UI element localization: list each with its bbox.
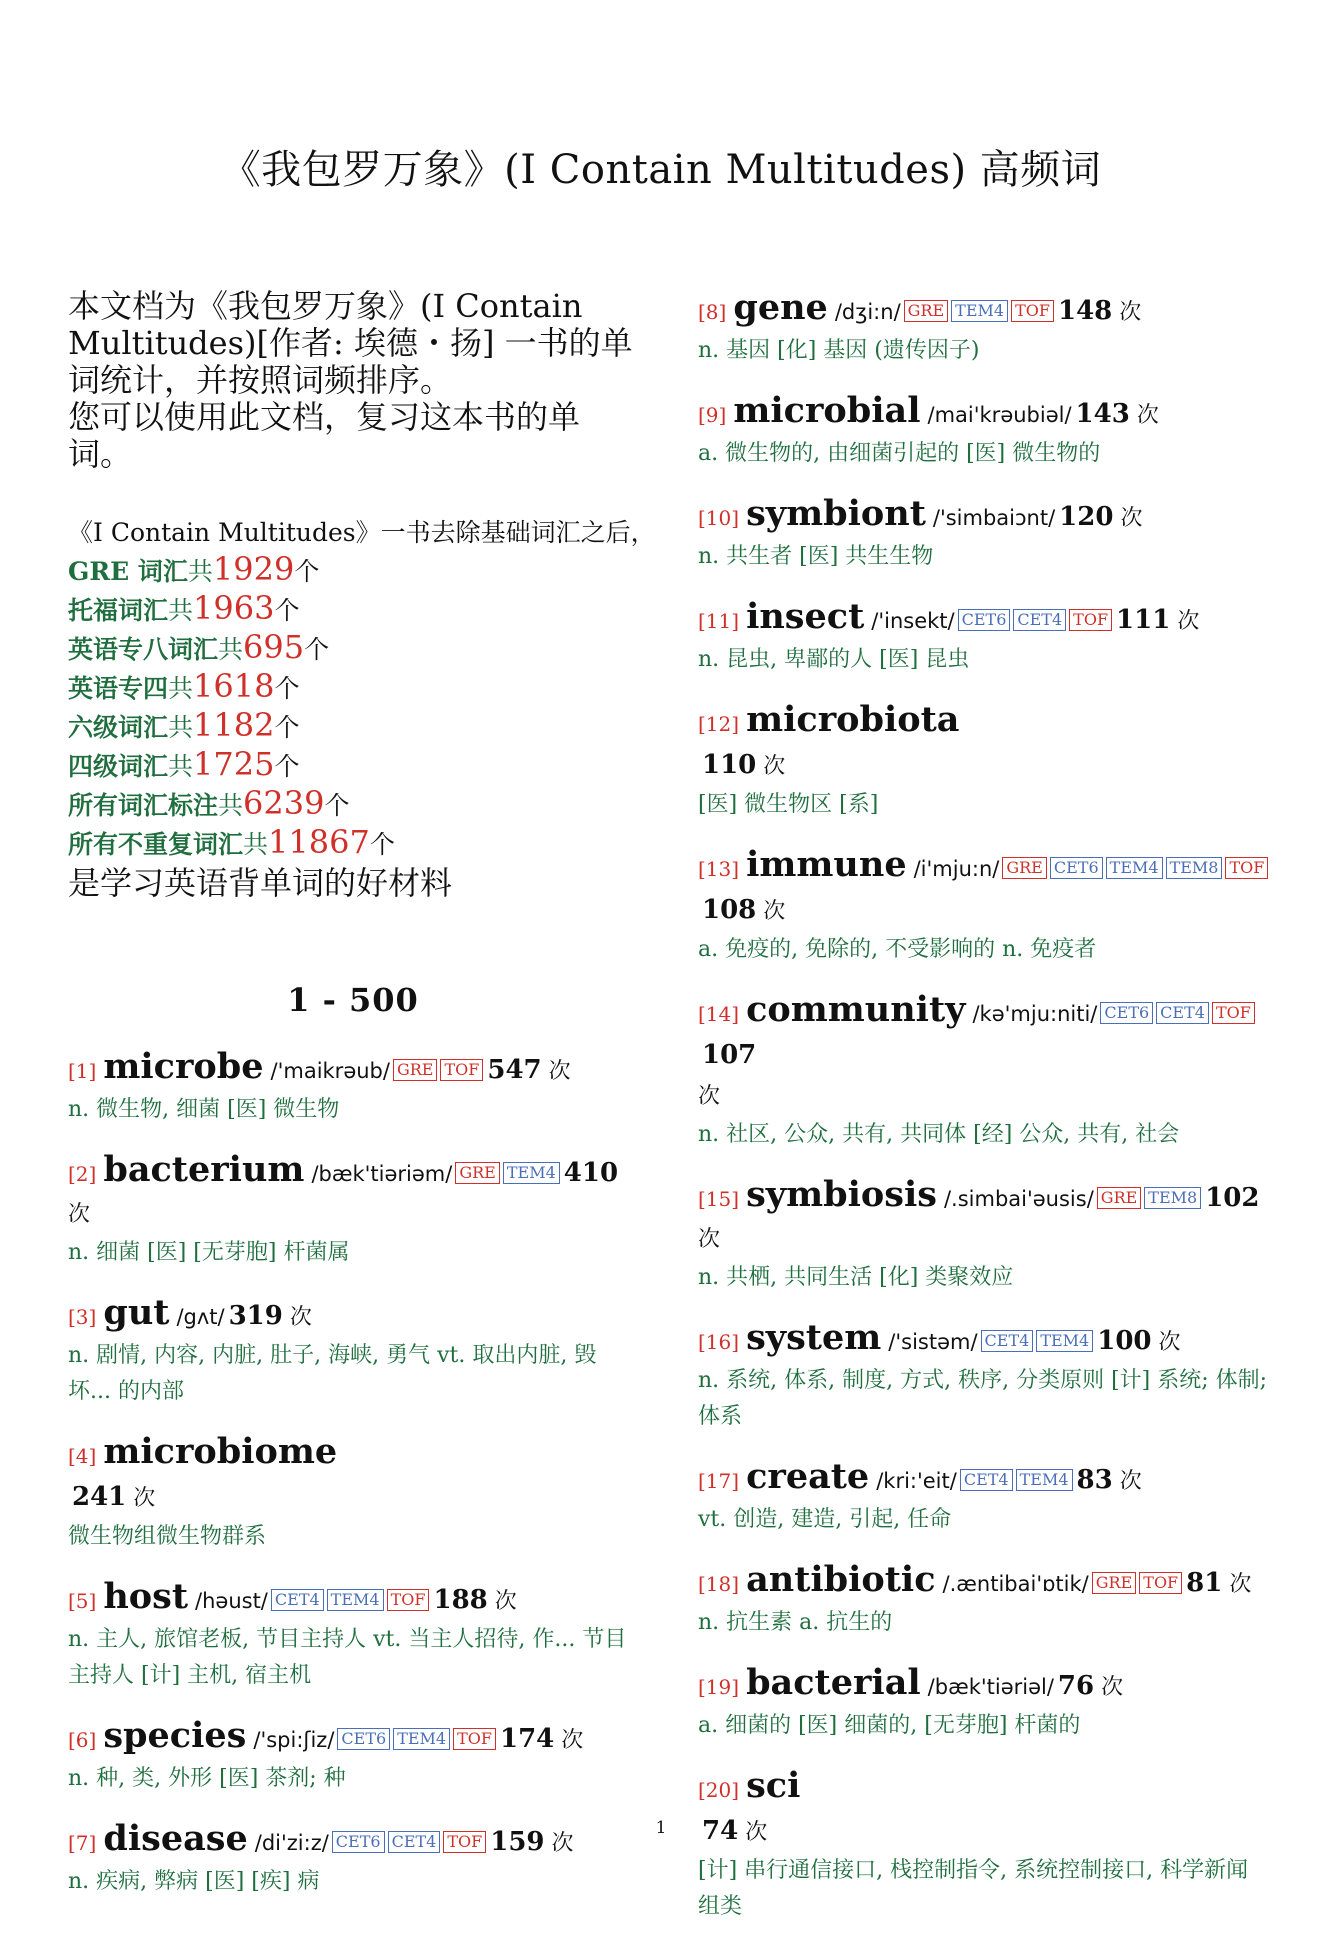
- word-entry: [698, 597, 1270, 678]
- stat-mid: 共: [243, 830, 269, 859]
- word-entry: [68, 1716, 638, 1797]
- entry-head: [698, 391, 1270, 436]
- entry-index: [12]: [698, 712, 740, 736]
- entry-definition: n. 共栖, 共同生活 [化] 类聚效应: [698, 1265, 1014, 1290]
- word-entry: [698, 1766, 1270, 1925]
- entry-head: [698, 845, 1270, 890]
- entry-head: [68, 1577, 638, 1622]
- entry-index: [15]: [698, 1187, 740, 1211]
- exam-tag: CET6: [337, 1728, 390, 1750]
- exam-tag: CET6: [1050, 857, 1103, 879]
- exam-tag: CET4: [388, 1831, 441, 1853]
- entry-head: [68, 1150, 638, 1235]
- entry-count: 111: [1116, 605, 1171, 635]
- entry-count-unit: 次: [1177, 609, 1200, 634]
- entry-count: 102: [1205, 1183, 1260, 1213]
- word-entry: [68, 1150, 638, 1271]
- word-list-right: [698, 288, 1270, 1925]
- intro-line: Multitudes)[作者: 埃德・扬] 一书的单: [68, 324, 633, 362]
- exam-tag: TOF: [453, 1728, 496, 1750]
- entry-count: 74: [702, 1816, 739, 1846]
- stat-label: 六级词汇: [68, 713, 169, 742]
- entry-index: [6]: [68, 1728, 97, 1752]
- entry-index: [11]: [698, 609, 740, 633]
- entry-word: system: [746, 1317, 882, 1358]
- entry-count-unit: 次: [1120, 506, 1143, 531]
- entry-definition: n. 细菌 [医] [无芽胞] 杆菌属: [68, 1240, 350, 1265]
- entry-count-line: [698, 745, 1270, 787]
- exam-tag: TEM4: [1016, 1469, 1073, 1491]
- entry-word: antibiotic: [746, 1559, 936, 1600]
- exam-tag: TEM4: [503, 1162, 560, 1184]
- stat-row: [68, 590, 638, 629]
- stat-label: 四级词汇: [68, 752, 169, 781]
- stat-unit: 个: [304, 635, 330, 664]
- intro-line: 您可以使用此文档，复习这本书的单: [68, 398, 581, 436]
- entry-head: [698, 990, 1270, 1077]
- word-entry: [698, 990, 1270, 1153]
- stat-count: 6239: [243, 784, 325, 822]
- entry-phonetic: /mai'krəubiəl/: [927, 403, 1072, 427]
- exam-tag: TOF: [1225, 857, 1268, 879]
- exam-tag: GRE: [1097, 1187, 1142, 1209]
- stat-count: 1929: [212, 550, 295, 588]
- vocabulary-stats: [68, 515, 656, 902]
- entry-count-line: [698, 890, 1270, 932]
- entry-phonetic: /kə'mju:niti/: [972, 1002, 1098, 1026]
- entry-index: [10]: [698, 506, 740, 530]
- entry-count: 120: [1059, 502, 1114, 532]
- entry-phonetic: /həust/: [195, 1589, 268, 1613]
- entry-definition: n. 共生者 [医] 共生生物: [698, 544, 934, 569]
- word-entry: [698, 1560, 1270, 1641]
- entry-count: 241: [72, 1482, 127, 1512]
- entry-count: 148: [1057, 296, 1113, 326]
- stat-count: 1725: [193, 745, 275, 783]
- entry-count: 108: [702, 895, 757, 925]
- entry-word: symbiont: [746, 493, 926, 534]
- intro-line: 词统计，并按照词频排序。: [68, 361, 453, 399]
- entry-index: [13]: [698, 857, 740, 881]
- entry-head: [68, 1432, 638, 1477]
- entry-word: community: [746, 989, 966, 1030]
- entry-phonetic: /'sistəm/: [888, 1330, 978, 1354]
- stat-mid: 共: [187, 557, 213, 586]
- entry-word: insect: [746, 596, 865, 637]
- entry-count: 76: [1057, 1671, 1095, 1701]
- entry-word: gene: [733, 287, 828, 328]
- entry-word: species: [103, 1715, 247, 1756]
- stat-mid: 共: [168, 752, 194, 781]
- exam-tag: TEM4: [951, 300, 1008, 322]
- entry-count: 174: [500, 1724, 555, 1754]
- exam-tag: TEM4: [393, 1728, 450, 1750]
- stat-label: 托福词汇: [68, 596, 169, 625]
- exam-tag: TEM4: [1036, 1330, 1093, 1352]
- entry-word: microbiome: [103, 1431, 338, 1472]
- entry-index: [19]: [698, 1675, 740, 1699]
- entry-definition: a. 免疫的, 免除的, 不受影响的 n. 免疫者: [698, 937, 1097, 962]
- entry-index: [9]: [698, 403, 727, 427]
- entry-definition: [医] 微生物区 [系]: [698, 792, 879, 817]
- entry-definition: n. 微生物, 细菌 [医] 微生物: [68, 1097, 340, 1122]
- entry-index: [8]: [698, 300, 727, 324]
- entry-head: [698, 700, 1270, 745]
- exam-tag: CET4: [960, 1469, 1013, 1491]
- exam-tag: CET4: [271, 1589, 324, 1611]
- entry-count: 159: [490, 1827, 545, 1857]
- entry-definition: n. 主人, 旅馆老板, 节目主持人 vt. 当主人招待, 作... 节目主持人 [计] 主机, 宿主机: [68, 1627, 627, 1688]
- exam-tag: TOF: [1069, 609, 1112, 631]
- entry-phonetic: /bæk'tiəriəm/: [311, 1162, 453, 1186]
- entry-phonetic: /bæk'tiəriəl/: [927, 1675, 1054, 1699]
- entry-count-line: [698, 1077, 1270, 1117]
- entry-count: 319: [228, 1301, 283, 1331]
- entry-count-line: [68, 1477, 638, 1519]
- stat-unit: 个: [274, 674, 300, 703]
- entry-count: 188: [433, 1585, 488, 1615]
- entry-index: [16]: [698, 1330, 740, 1354]
- stat-label: GRE 词汇: [68, 557, 188, 586]
- word-entry: [698, 1318, 1270, 1435]
- entry-index: [7]: [68, 1831, 97, 1855]
- page-number: 1: [655, 1818, 667, 1838]
- entry-word: sci: [746, 1765, 801, 1806]
- entry-count: 110: [702, 750, 757, 780]
- entry-index: [17]: [698, 1469, 740, 1493]
- entry-count: 100: [1097, 1326, 1152, 1356]
- entry-count: 81: [1186, 1568, 1223, 1598]
- intro-paragraph: [68, 288, 638, 473]
- entry-count-unit: 次: [745, 1820, 768, 1845]
- entry-phonetic: /'maikrəub/: [270, 1059, 390, 1083]
- word-entry: [698, 1663, 1270, 1744]
- entry-definition: n. 社区, 公众, 共有, 共同体 [经] 公众, 共有, 社会: [698, 1122, 1180, 1147]
- entry-count-unit: 次: [68, 1202, 91, 1227]
- entry-count: 547: [487, 1055, 542, 1085]
- entry-definition: n. 疾病, 弊病 [医] [疾] 病: [68, 1869, 320, 1894]
- entry-definition: 微生物组微生物群系: [68, 1524, 267, 1549]
- stats-outro: 是学习英语背单词的好材料: [68, 864, 453, 902]
- entry-head: [68, 1293, 638, 1338]
- entry-word: bacterial: [746, 1662, 921, 1703]
- entry-word: create: [746, 1456, 870, 1497]
- exam-tag: CET4: [1013, 609, 1066, 631]
- word-entry: [698, 494, 1270, 575]
- stat-mid: 共: [168, 674, 194, 703]
- exam-tag: CET6: [958, 609, 1011, 631]
- exam-tag: TEM8: [1144, 1187, 1201, 1209]
- stat-count: 1963: [193, 589, 275, 627]
- entry-definition: a. 细菌的 [医] 细菌的, [无芽胞] 杆菌的: [698, 1713, 1081, 1738]
- stat-count: 11867: [268, 823, 370, 861]
- document-title: 《我包罗万象》(I Contain Multitudes) 高频词: [220, 147, 1102, 193]
- stat-mid: 共: [218, 635, 244, 664]
- entry-head: [698, 1457, 1270, 1502]
- exam-tag: TEM4: [1106, 857, 1163, 879]
- entry-word: bacterium: [103, 1149, 305, 1190]
- stat-mid: 共: [168, 596, 194, 625]
- entry-count-unit: 次: [1229, 1572, 1252, 1597]
- entry-index: [20]: [698, 1778, 740, 1802]
- entry-count-unit: 次: [551, 1831, 574, 1856]
- stat-count: 1618: [193, 667, 275, 705]
- stat-unit: 个: [274, 596, 300, 625]
- word-list-left: [68, 1047, 638, 1900]
- exam-tag: TOF: [387, 1589, 430, 1611]
- entry-count-unit: 次: [133, 1486, 156, 1511]
- entry-count: 143: [1075, 399, 1130, 429]
- entry-phonetic: /'insekt/: [871, 609, 955, 633]
- stat-label: 所有词汇标注: [68, 791, 219, 820]
- word-entry: [68, 1432, 638, 1555]
- stat-row: [68, 668, 638, 707]
- entry-head: [68, 1047, 638, 1092]
- entry-head: [698, 1175, 1270, 1260]
- entry-word: microbiota: [746, 699, 960, 740]
- entry-phonetic: /.simbai'əusis/: [943, 1187, 1094, 1211]
- word-entry: [68, 1047, 638, 1128]
- entry-count-unit: 次: [698, 1084, 721, 1109]
- stats-list: [68, 551, 638, 863]
- entry-head: [698, 1560, 1270, 1605]
- exam-tag: TOF: [443, 1831, 486, 1853]
- entry-phonetic: /di'zi:z/: [254, 1831, 329, 1855]
- entry-phonetic: /gʌt/: [176, 1305, 225, 1329]
- word-entry: [68, 1577, 638, 1694]
- left-column: [68, 287, 656, 1922]
- word-entry: [698, 288, 1270, 369]
- exam-tag: CET6: [332, 1831, 385, 1853]
- stats-lead: 《I Contain Multitudes》一书去除基础词汇之后，: [68, 518, 656, 547]
- entry-index: [1]: [68, 1059, 97, 1083]
- entry-phonetic: /dʒi:n/: [834, 300, 901, 324]
- entry-head: [698, 494, 1270, 539]
- entry-count-unit: 次: [1158, 1330, 1181, 1355]
- stat-row: [68, 551, 638, 590]
- entry-phonetic: /.æntibai'ɒtik/: [942, 1572, 1089, 1596]
- entry-count-unit: 次: [1119, 1469, 1142, 1494]
- word-entry: [698, 700, 1270, 823]
- entry-phonetic: /'spi:ʃiz/: [253, 1728, 335, 1752]
- entry-count-unit: 次: [1101, 1675, 1124, 1700]
- entry-definition: n. 种, 类, 外形 [医] 茶剂; 种: [68, 1766, 346, 1791]
- word-entry: [698, 391, 1270, 472]
- entry-count: 410: [563, 1158, 619, 1188]
- entry-phonetic: /kri:'eit/: [876, 1469, 957, 1493]
- range-heading: 1 - 500: [287, 981, 419, 1019]
- entry-definition: n. 昆虫, 卑鄙的人 [医] 昆虫: [698, 647, 970, 672]
- stat-label: 所有不重复词汇: [68, 830, 244, 859]
- entry-index: [3]: [68, 1305, 97, 1329]
- entry-head: [68, 1716, 638, 1761]
- stat-row: [68, 824, 638, 863]
- exam-tag: GRE: [904, 300, 949, 322]
- entry-index: [14]: [698, 1002, 740, 1026]
- word-entry: [698, 1175, 1270, 1296]
- exam-tag: TOF: [440, 1059, 483, 1081]
- entry-word: symbiosis: [746, 1174, 937, 1215]
- entry-index: [2]: [68, 1162, 97, 1186]
- entry-word: disease: [103, 1818, 248, 1859]
- entry-phonetic: /'simbaiɔnt/: [932, 506, 1056, 530]
- exam-tag: TOF: [1139, 1572, 1182, 1594]
- entry-definition: n. 系统, 体系, 制度, 方式, 秩序, 分类原则 [计] 系统; 体制; 体系: [698, 1368, 1268, 1429]
- entry-word: host: [103, 1576, 189, 1617]
- entry-count: 83: [1076, 1465, 1113, 1495]
- entry-count-unit: 次: [1136, 403, 1159, 428]
- right-column: [698, 288, 1270, 1947]
- entry-index: [5]: [68, 1589, 97, 1613]
- entry-count-unit: 次: [1119, 300, 1142, 325]
- exam-tag: GRE: [1092, 1572, 1137, 1594]
- entry-word: gut: [103, 1292, 170, 1333]
- stat-row: [68, 785, 638, 824]
- exam-tag: CET4: [981, 1330, 1034, 1352]
- stat-unit: 个: [369, 830, 395, 859]
- entry-word: immune: [746, 844, 907, 885]
- entry-count-unit: 次: [289, 1305, 312, 1330]
- word-entry: [698, 845, 1270, 968]
- entry-definition: [计] 串行通信接口, 栈控制指令, 系统控制接口, 科学新闻组类: [698, 1858, 1249, 1919]
- entry-count-unit: 次: [548, 1059, 571, 1084]
- entry-count-unit: 次: [763, 899, 786, 924]
- stat-count: 1182: [193, 706, 275, 744]
- entry-word: microbe: [103, 1046, 264, 1087]
- exam-tag: CET4: [1156, 1002, 1209, 1024]
- entry-definition: n. 剧情, 内容, 内脏, 肚子, 海峡, 勇气 vt. 取出内脏, 毁坏... 的内部: [68, 1343, 597, 1404]
- exam-tag: GRE: [1002, 857, 1047, 879]
- entry-count-unit: 次: [561, 1728, 584, 1753]
- intro-line: 本文档为《我包罗万象》(I Contain: [68, 287, 583, 325]
- entry-count-unit: 次: [698, 1227, 721, 1252]
- entry-head: [698, 1318, 1270, 1363]
- stat-count: 695: [243, 628, 305, 666]
- stat-unit: 个: [274, 752, 300, 781]
- word-entry: [68, 1293, 638, 1410]
- exam-tag: GRE: [393, 1059, 438, 1081]
- word-entry: [698, 1457, 1270, 1538]
- stat-row: [68, 629, 638, 668]
- stat-label: 英语专四: [68, 674, 169, 703]
- exam-tag: TEM4: [327, 1589, 384, 1611]
- intro-line: 词。: [68, 435, 133, 473]
- exam-tag: GRE: [455, 1162, 500, 1184]
- entry-phonetic: /i'mju:n/: [913, 857, 1000, 881]
- entry-index: [4]: [68, 1444, 97, 1468]
- entry-count-unit: 次: [763, 754, 786, 779]
- entry-head: [698, 1663, 1270, 1708]
- entry-definition: n. 基因 [化] 基因 (遗传因子): [698, 338, 980, 363]
- stat-mid: 共: [218, 791, 244, 820]
- entry-definition: a. 微生物的, 由细菌引起的 [医] 微生物的: [698, 441, 1101, 466]
- entry-definition: vt. 创造, 建造, 引起, 任命: [698, 1507, 952, 1532]
- entry-head: [698, 288, 1270, 333]
- exam-tag: TOF: [1011, 300, 1054, 322]
- stat-label: 英语专八词汇: [68, 635, 219, 664]
- stat-row: [68, 707, 638, 746]
- entry-head: [698, 597, 1270, 642]
- entry-definition: n. 抗生素 a. 抗生的: [698, 1610, 893, 1635]
- entry-head: [698, 1766, 1270, 1811]
- exam-tag: TOF: [1212, 1002, 1255, 1024]
- entry-count-unit: 次: [494, 1589, 517, 1614]
- stat-unit: 个: [324, 791, 350, 820]
- stat-unit: 个: [274, 713, 300, 742]
- exam-tag: TEM8: [1166, 857, 1223, 879]
- entry-word: microbial: [733, 390, 921, 431]
- exam-tag: CET6: [1100, 1002, 1153, 1024]
- stat-mid: 共: [168, 713, 194, 742]
- stat-unit: 个: [294, 557, 320, 586]
- entry-index: [18]: [698, 1572, 740, 1596]
- entry-count: 107: [702, 1040, 757, 1070]
- stat-row: [68, 746, 638, 785]
